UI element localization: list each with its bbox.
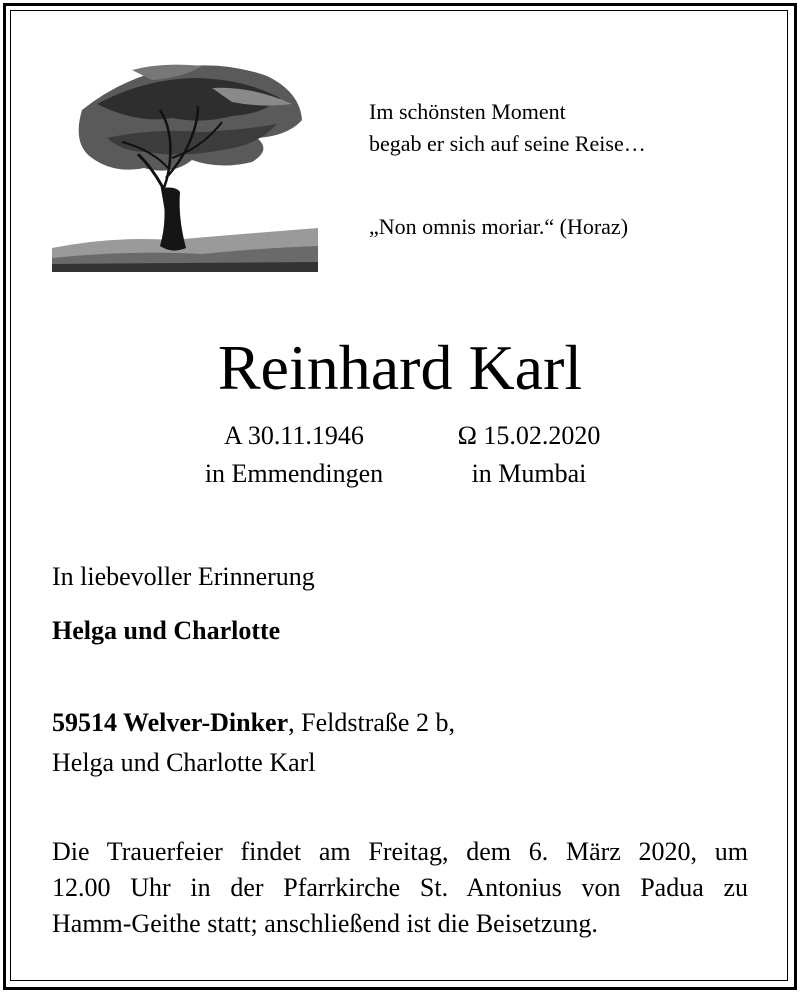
service-line-1: Die Trauerfeier findet am Freitag, dem 6. März 2020, um xyxy=(52,837,748,866)
verse-line-1: Im schönsten Moment xyxy=(369,99,566,124)
deceased-name: Reinhard Karl xyxy=(217,332,583,403)
horace-quote: „Non omnis moriar.“ (Horaz) xyxy=(369,214,629,239)
birth-place: in Emmendingen xyxy=(204,459,384,488)
service-line-3: Hamm-Geithe statt; anschließend ist die Beisetzung. xyxy=(52,909,598,938)
address-line xyxy=(52,706,455,740)
tree-illustration xyxy=(52,58,318,272)
death-place: in Mumbai xyxy=(471,459,587,488)
address-city: 59514 Welver-Dinker xyxy=(52,708,289,737)
death-date: Ω 15.02.2020 xyxy=(457,421,601,450)
address-household: Helga und Charlotte Karl xyxy=(52,748,316,777)
address-street: , Feldstraße 2 b, xyxy=(288,708,455,737)
memory-line: In liebevoller Erinnerung xyxy=(52,562,315,591)
verse-line-2: begab er sich auf seine Reise… xyxy=(369,131,646,156)
mourner-names: Helga und Charlotte xyxy=(52,616,281,645)
service-line-2: 12.00 Uhr in der Pfarrkirche St. Antonius von Padua zu xyxy=(52,873,748,902)
birth-date: A 30.11.1946 xyxy=(224,421,364,450)
